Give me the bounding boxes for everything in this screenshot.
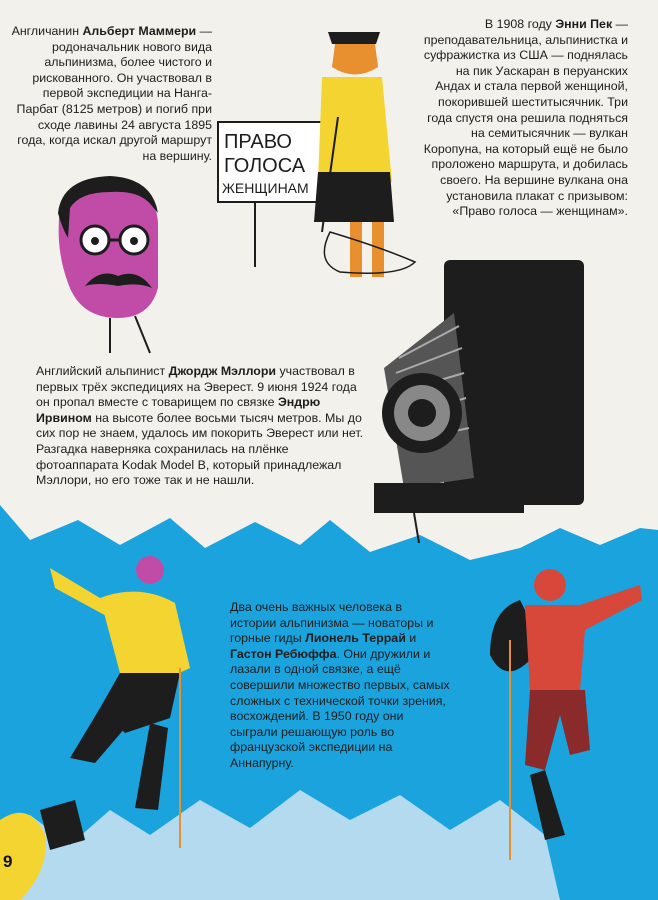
mummery-portrait xyxy=(40,168,170,358)
sign-line-3: ЖЕНЩИНАМ xyxy=(222,180,309,196)
rebuffat-name: Гастон Ребюффа xyxy=(230,646,337,661)
sign-line-1: ПРАВО xyxy=(224,131,292,153)
peck-caption: В 1908 году Энни Пек — преподавательница, альпинистка и суфражистка из США — поднялась на пик Уаскаран в перуанских Андах и стала первой женщиной, покорившей шеститысячник. Три года спустя она решила подняться на семитысячник — вулкан Коропуна, на который ещё не было проложено маршрута, и добилась своего. На вершине вулкана она установила плакат с призывом: «Право голоса — женщинам». xyxy=(423,17,628,219)
corner-decoration xyxy=(0,800,90,900)
rebuffat-climber-illustration xyxy=(470,560,650,860)
terray-name: Лионель Террай xyxy=(305,631,406,646)
mallory-caption: Английский альпинист Джордж Мэллори участвовал в первых трёх экспедициях на Эверест. 9 июня 1924 года он пропал вместе с товарищем по связке Эндрю Ирвином на высоте более восьми тысяч метров. Мы до сих пор не знаем, удалось им покорить Эверест или нет. Разгадка наверняка сохранилась на плёнке фотоаппарата Kodak Model B, который принадлежал Мэллори, но его тоже так и не нашли. xyxy=(36,364,364,488)
terray-caption: Два очень важных человека в истории альпинизма — новаторы и горные гиды Лионель Террай и Гастон Ребюффа. Они дружили и лазали в одной связке, а ещё совершили множество первых, самых сложных с технической точки зрения, восхождений. В 1950 году они сыграли решающую роль во французской экспедиции на Аннапурну. xyxy=(230,600,450,770)
mallory-name: Джордж Мэллори xyxy=(168,364,277,378)
kodak-camera-illustration xyxy=(374,258,589,548)
mummery-caption: Англичанин Альберт Маммери — родоначальник нового вида альпинизма, более чистого и рискованного. Он участвовал в первой экспедиции на Нанга-Парбат (8125 метров) и погиб при сходе лавины 24 августа 1895 года, когда искал другой маршрут на вершину. xyxy=(11,24,212,163)
mummery-name: Альберт Маммери xyxy=(82,24,197,38)
irvine-name: Эндрю Ирвином xyxy=(36,395,321,425)
page-number: 9 xyxy=(3,852,13,871)
sign-line-2: ГОЛОСА xyxy=(224,155,306,177)
peck-name: Энни Пек xyxy=(555,17,613,31)
